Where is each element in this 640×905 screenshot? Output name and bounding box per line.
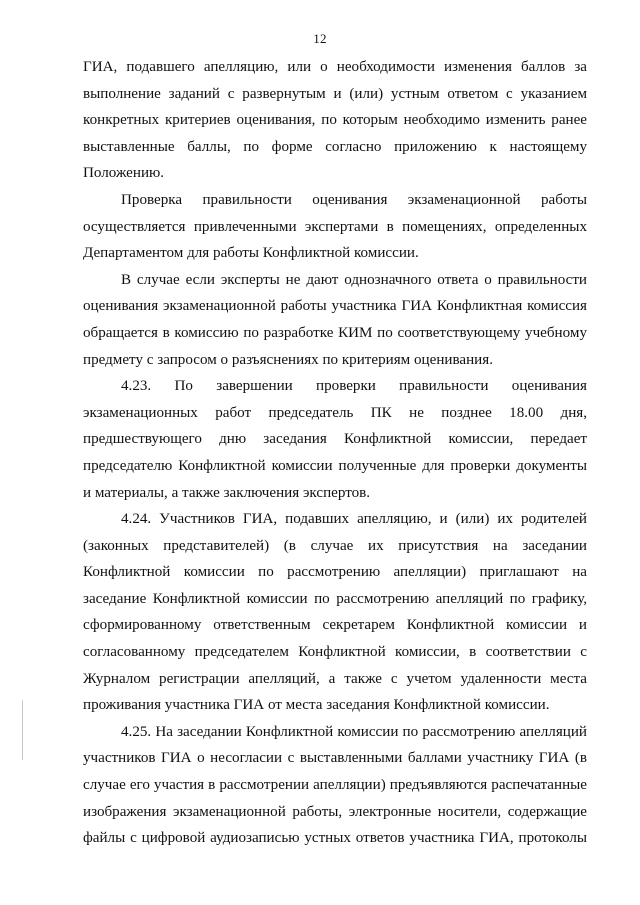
text-line: проживания участника ГИА от места заседания Конфликтной комиссии. [83, 697, 550, 714]
text-line: Положению. [83, 165, 165, 182]
page-number: 12 [313, 31, 327, 46]
paragraph [83, 373, 587, 506]
text-line: случае его участия в рассмотрении апелляции) предъявляются распечатанные [83, 777, 587, 794]
text-line: 4.25. На заседании Конфликтной комиссии по рассмотрению апелляций [121, 723, 587, 740]
text-line: Департаментом для работы Конфликтной комиссии. [83, 245, 419, 262]
paragraph [83, 506, 587, 719]
text-line: (законных представителей) (в случае их присутствия на заседании [83, 537, 587, 554]
text-line: В случае если эксперты не дают однозначного ответа о правильности [121, 271, 587, 288]
text-line: Журналом регистрации апелляций, а также с учетом удаленности места [83, 670, 587, 687]
document-body [83, 54, 587, 852]
text-line: 4.24. Участников ГИА, подавших апелляцию, и (или) их родителей [121, 511, 587, 528]
paragraph [83, 187, 587, 267]
text-line: конкретных критериев оценивания, по которым необходимо изменить ранее [83, 112, 587, 129]
text-line: и материалы, а также заключения экспертов. [83, 484, 371, 501]
text-line: участников ГИА о несогласии с выставленными баллами участнику ГИА (в [83, 750, 587, 767]
text-line: файлы с цифровой аудиозаписью устных ответов участника ГИА, протоколы [83, 830, 587, 847]
scan-margin-artifact [22, 700, 23, 760]
text-line: заседание Конфликтной комиссии по рассмотрению апелляций по графику, [83, 590, 587, 607]
text-line: ГИА, подавшего апелляцию, или о необходимости изменения баллов за [83, 59, 587, 75]
text-line: председателю Конфликтной комиссии полученные для проверки документы [83, 457, 587, 474]
paragraph [83, 267, 587, 373]
paragraph [83, 719, 587, 852]
text-line: экзаменационных работ председатель ПК не позднее 18.00 дня, [83, 404, 587, 421]
text-line: осуществляется привлеченными экспертами в помещениях, определенных [83, 218, 587, 235]
text-line: обращается в комиссию по разработке КИМ по соответствующему учебному [83, 324, 587, 341]
text-line: Конфликтной комиссии по рассмотрению апелляции) приглашают на [83, 564, 587, 581]
text-line: 4.23. По завершении проверки правильности оценивания [121, 378, 587, 395]
text-line: выставленные баллы, по форме согласно приложению к настоящему [83, 138, 587, 155]
text-line: выполнение заданий с развернутым и (или) устным ответом с указанием [83, 85, 587, 102]
text-line: Проверка правильности оценивания экзаменационной работы [121, 191, 587, 208]
text-line: изображения экзаменационной работы, электронные носители, содержащие [83, 803, 587, 820]
text-line: оценивания экзаменационной работы участника ГИА Конфликтная комиссия [83, 298, 587, 315]
paragraph [83, 54, 587, 187]
text-line: предмету с запросом о разъяснениях по критериям оценивания. [83, 351, 493, 368]
text-line: сформированному ответственным секретарем Конфликтной комиссии и [83, 617, 587, 634]
text-line: предшествующего дню заседания Конфликтной комиссии, передает [83, 431, 587, 448]
text-line: согласованному председателем Конфликтной комиссии, в соответствии с [83, 644, 587, 661]
